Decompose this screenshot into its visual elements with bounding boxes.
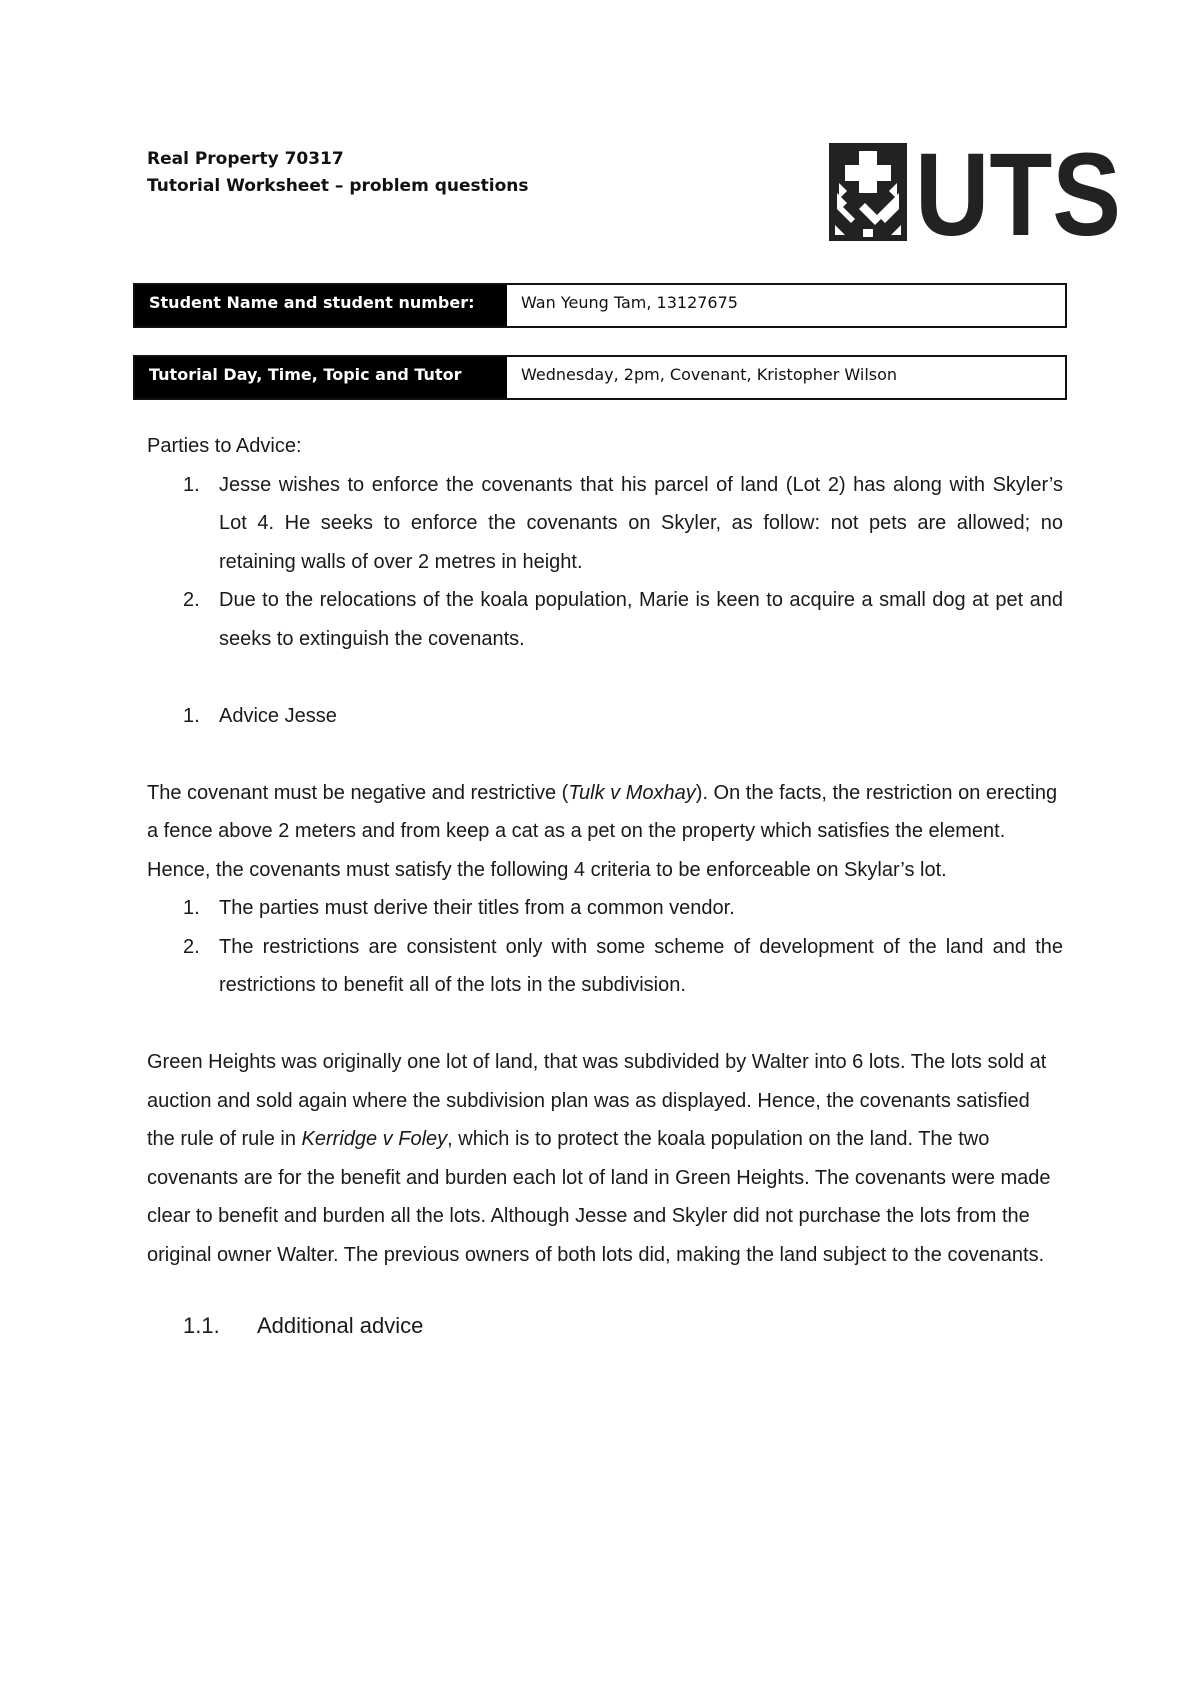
student-value: Wan Yeung Tam, 13127675 [507,285,1065,326]
criteria-list [147,889,1063,1005]
tutorial-label: Tutorial Day, Time, Topic and Tutor [135,357,507,398]
tutorial-value: Wednesday, 2pm, Covenant, Kristopher Wilson [507,357,1065,398]
paragraph-covenant: The covenant must be negative and restrictive (Tulk v Moxhay). On the facts, the restriction on erecting a fence above 2 meters and from keep a cat as a pet on the property which satisfies the element. Hence, the covenants must satisfy the following 4 criteria to be enforceable on Skylar’s lot. [147,781,1058,881]
section-title: Additional advice [257,1313,424,1338]
student-label: Student Name and student number: [135,285,507,326]
uts-logo-text: UTS [915,129,1121,261]
parties-list [147,466,1063,659]
list-number: 1. [183,897,200,919]
document-body [147,427,1063,1346]
list-item [147,466,1063,582]
list-text: The parties must derive their titles from a common vendor. [219,897,735,919]
student-info-row [133,283,1067,328]
additional-advice-heading [147,1306,1063,1346]
advice-heading-text: Advice Jesse [219,704,337,727]
worksheet-title: Tutorial Worksheet – problem questions [147,176,529,196]
list-number: 2. [183,935,200,958]
list-item [147,928,1063,1005]
uts-logo [829,129,1121,261]
document-header [147,146,529,200]
tutorial-info-row [133,355,1067,400]
section-number: 1.1. [183,1313,220,1338]
list-text: The restrictions are consistent only with some scheme of development of the land and the restrictions to benefit all of the lots in the subdivision. [219,935,1063,996]
parties-heading: Parties to Advice: [147,435,302,457]
case-name: Tulk v Moxhay [568,781,696,804]
advice-heading [147,697,1063,736]
list-number: 2. [183,589,200,611]
list-item [147,581,1063,658]
list-number: 1. [183,473,200,496]
list-text: Jesse wishes to enforce the covenants that his parcel of land (Lot 2) has along with Skyler’s Lot 4. He seeks to enforce the covenants on Skyler, as follow: not pets are allowed; no retaining walls of over 2 metres in height. [219,473,1063,573]
uts-emblem-icon [829,143,907,241]
paragraph-green-heights: Green Heights was originally one lot of land, that was subdivided by Walter into 6 lots. The lots sold at auction and sold again where the subdivision plan was as displayed. Hence, the covenants satisfied the rule of rule in Kerridge v Foley, which is to protect the koala population on the land. The two covenants are for the benefit and burden each lot of land in Green Heights. The covenants were made clear to benefit and burden all the lots. Although Jesse and Skyler did not purchase the lots from the original owner Walter. The previous owners of both lots did, making the land subject to the covenants. [147,1051,1051,1266]
course-title: Real Property 70317 [147,149,344,169]
list-item [147,889,1063,928]
list-text: Due to the relocations of the koala population, Marie is keen to acquire a small dog at pet and seeks to extinguish the covenants. [219,589,1063,650]
list-number: 1. [183,704,200,727]
case-name: Kerridge v Foley [301,1128,448,1150]
